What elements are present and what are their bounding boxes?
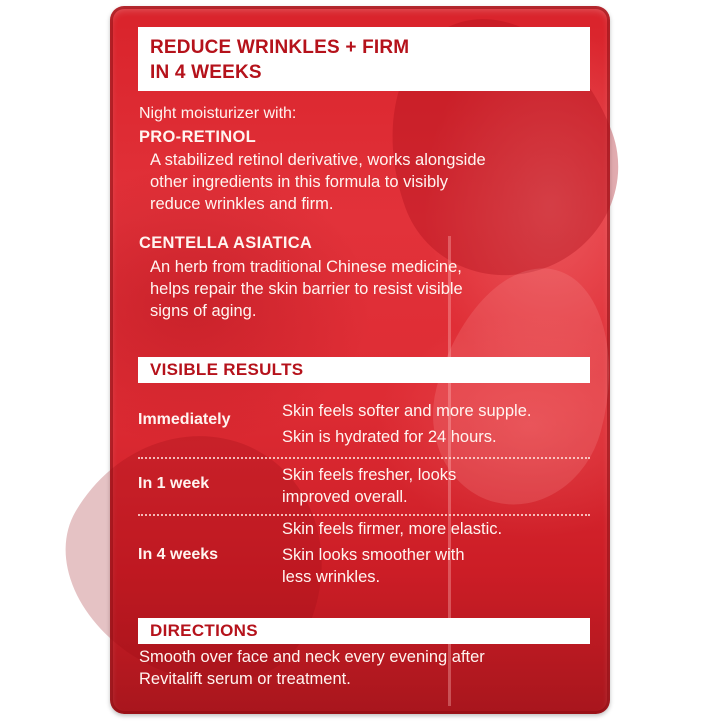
description-line: An herb from traditional Chinese medicine, — [150, 258, 462, 276]
description-line: other ingredients in this formula to visibly — [150, 173, 449, 191]
visible-results-heading: VISIBLE RESULTS — [138, 357, 590, 383]
directions-text — [139, 646, 589, 690]
ingredient-description-pro-retinol — [150, 149, 590, 215]
description-line: A stabilized retinol derivative, works alongside — [150, 151, 486, 169]
results-row-text — [282, 518, 592, 588]
product-box-back-panel — [110, 6, 610, 714]
results-row-label: In 4 weeks — [138, 546, 219, 563]
description-line: helps repair the skin barrier to resist visible — [150, 280, 463, 298]
directions-line: Smooth over face and neck every evening after — [139, 648, 485, 666]
description-line: reduce wrinkles and firm. — [150, 195, 334, 213]
ingredient-name-centella-asiatica: CENTELLA ASIATICA — [139, 234, 313, 252]
results-row-text — [282, 398, 592, 450]
directions-line: Revitalift serum or treatment. — [139, 670, 351, 688]
headline-line-2: IN 4 WEEKS — [150, 62, 262, 83]
results-line: Skin feels fresher, looks — [282, 466, 457, 484]
results-line: Skin is hydrated for 24 hours. — [282, 428, 497, 446]
dotted-divider — [138, 457, 590, 459]
dotted-divider — [138, 514, 590, 516]
directions-heading: DIRECTIONS — [138, 618, 590, 644]
ingredient-name-pro-retinol: PRO-RETINOL — [139, 128, 256, 146]
description-line: signs of aging. — [150, 302, 257, 320]
ingredient-description-centella-asiatica — [150, 256, 590, 322]
results-line: improved overall. — [282, 488, 408, 506]
results-line: Skin looks smoother with — [282, 546, 465, 564]
intro-text: Night moisturizer with: — [139, 105, 297, 122]
results-line: Skin feels firmer, more elastic. — [282, 520, 503, 538]
headline-banner — [138, 27, 590, 91]
results-row-label: In 1 week — [138, 475, 210, 492]
headline-line-1: REDUCE WRINKLES + FIRM — [150, 37, 410, 58]
results-row-label: Immediately — [138, 411, 231, 428]
results-line: less wrinkles. — [282, 568, 381, 586]
results-line: Skin feels softer and more supple. — [282, 402, 532, 420]
results-row-text — [282, 464, 592, 508]
